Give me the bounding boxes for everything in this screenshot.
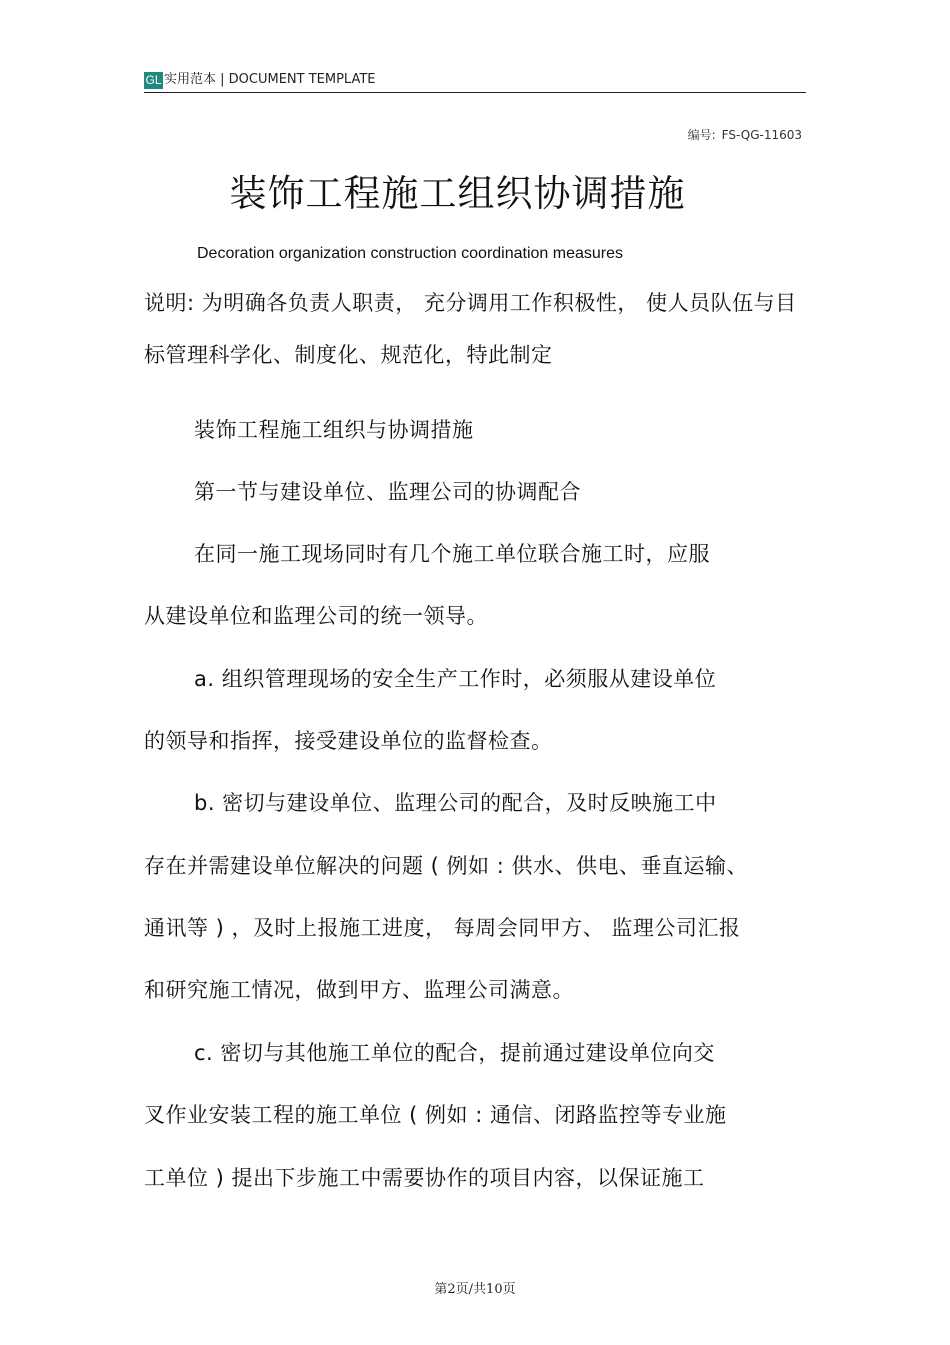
- document-title: 装饰工程施工组织协调措施: [229, 172, 686, 215]
- paragraph-line: 从建设单位和监理公司的统一领导。: [144, 604, 488, 628]
- description-line-1: 说明: 为明确各负责人职责， 充分调用工作积极性， 使人员队伍与目: [144, 291, 797, 315]
- section-heading: 装饰工程施工组织与协调措施: [194, 418, 474, 442]
- document-number-value: FS-QG-11603: [721, 128, 802, 142]
- paragraph-line: a. 组织管理现场的安全生产工作时，必须服从建设单位: [194, 667, 717, 691]
- paragraph-line: c. 密切与其他施工单位的配合，提前通过建设单位向交: [194, 1041, 715, 1065]
- header-text: 实用范本 | DOCUMENT TEMPLATE: [164, 72, 376, 87]
- page-footer: 第2页/共10页: [434, 1282, 516, 1297]
- subsection-heading: 第一节与建设单位、监理公司的协调配合: [194, 480, 581, 504]
- page-header: [144, 70, 806, 93]
- paragraph-line: b. 密切与建设单位、监理公司的配合，及时反映施工中: [194, 791, 717, 815]
- paragraph-line: 在同一施工现场同时有几个施工单位联合施工时，应服: [194, 542, 710, 566]
- logo: GL: [145, 73, 162, 87]
- paragraph-line: 和研究施工情况，做到甲方、监理公司满意。: [144, 978, 574, 1002]
- paragraph-line: 存在并需建设单位解决的问题 ( 例如 : 供水、供电、垂直运输、: [144, 854, 748, 878]
- document-number-label: 编号:: [687, 128, 716, 142]
- document-number: [682, 126, 802, 143]
- paragraph-line: 叉作业安装工程的施工单位 ( 例如 : 通信、闭路监控等专业施: [144, 1103, 727, 1127]
- document-subtitle: Decoration organization construction coordination measures: [197, 245, 624, 262]
- paragraph-line: 的领导和指挥，接受建设单位的监督检查。: [144, 729, 553, 753]
- paragraph-line: 工单位 ) 提出下步施工中需要协作的项目内容，以保证施工: [144, 1166, 705, 1190]
- paragraph-line: 通讯等 ) ，及时上报施工进度， 每周会同甲方、 监理公司汇报: [144, 916, 741, 940]
- description-line-2: 标管理科学化、制度化、规范化，特此制定: [144, 343, 553, 367]
